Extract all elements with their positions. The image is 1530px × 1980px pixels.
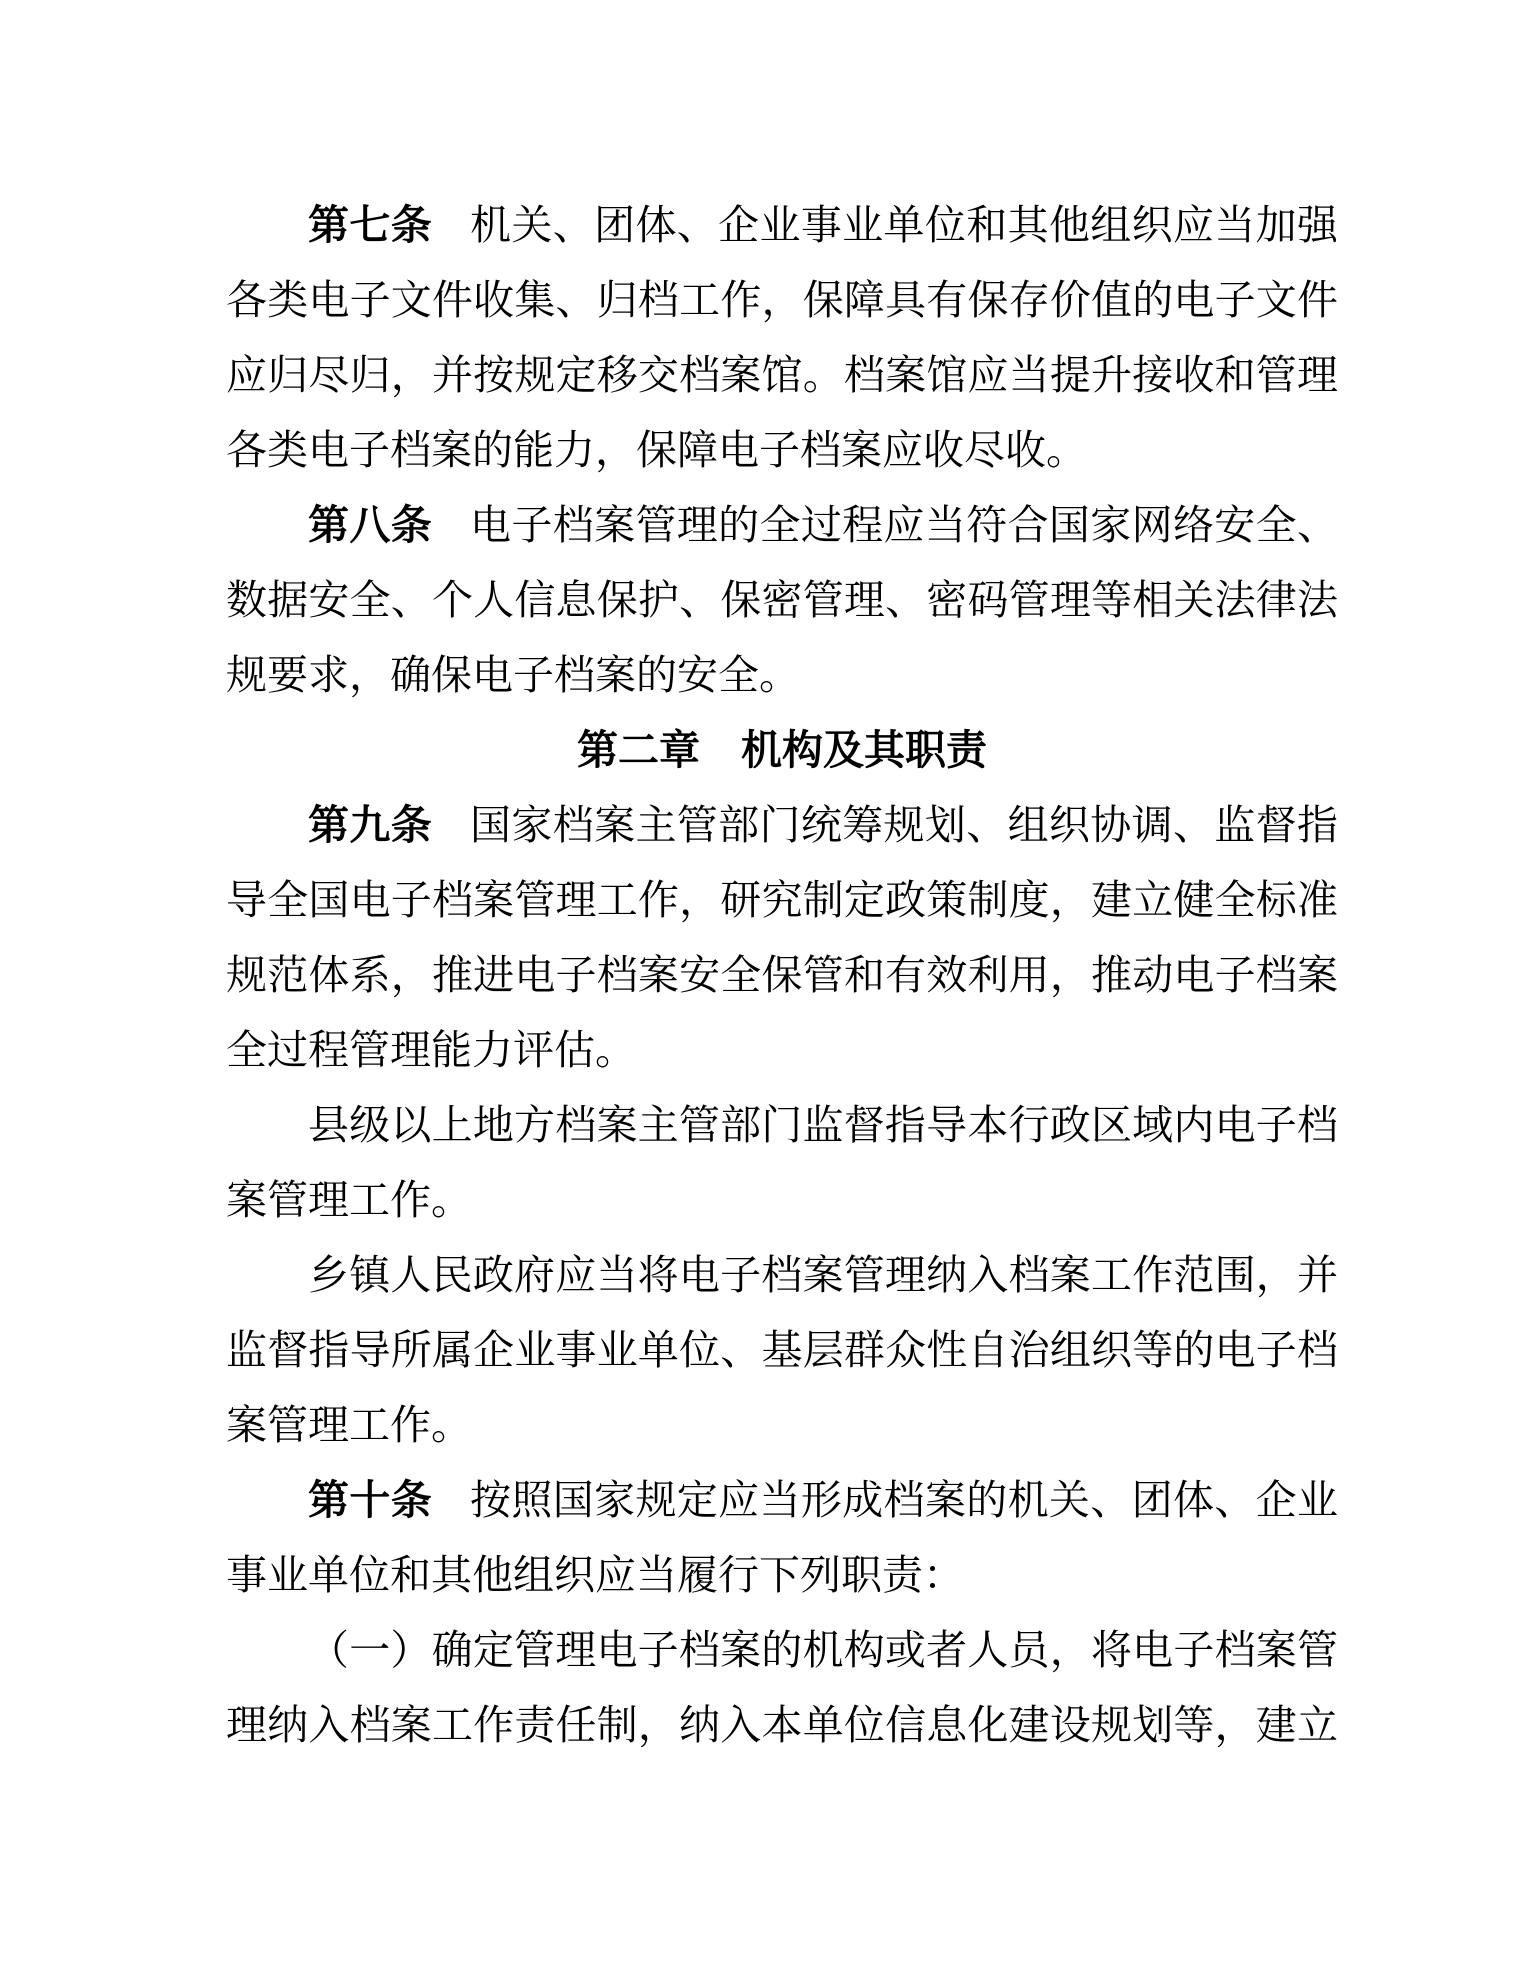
- paragraph-article-9: [226, 788, 1338, 1088]
- township-line-3: 案管理工作。: [226, 1401, 472, 1449]
- item-1-line-1: （一）确定管理电子档案的机构或者人员，将电子档案管: [308, 1626, 1338, 1674]
- article-7-line-1-text: 机关、团体、企业事业单位和其他组织应当加强: [470, 201, 1339, 249]
- article-9-line-1: [226, 788, 1338, 863]
- article-8-line-1: [226, 488, 1338, 563]
- paragraph-article-8: [226, 488, 1338, 713]
- article-8-line-2: 数据安全、个人信息保护、保密管理、密码管理等相关法律法: [226, 576, 1338, 624]
- article-7-line-1: [226, 188, 1338, 263]
- article-8-line-3: 规要求，确保电子档案的安全。: [226, 651, 800, 699]
- county-level-line-1: 县级以上地方档案主管部门监督指导本行政区域内电子档: [308, 1101, 1338, 1149]
- paragraph-article-10: [226, 1463, 1338, 1613]
- document-content: [226, 188, 1338, 1763]
- chapter-2-heading: 第二章 机构及其职责: [577, 726, 987, 774]
- article-9-line-4: 全过程管理能力评估。: [226, 1026, 636, 1074]
- paragraph-article-7: [226, 188, 1338, 488]
- article-8-number: 第八条: [308, 501, 433, 549]
- article-7-line-3: 应归尽归，并按规定移交档案馆。档案馆应当提升接收和管理: [226, 351, 1338, 399]
- township-line-2: 监督指导所属企业事业单位、基层群众性自治组织等的电子档: [226, 1326, 1338, 1374]
- paragraph-item-1: [226, 1613, 1338, 1763]
- article-10-number: 第十条: [308, 1476, 433, 1524]
- article-10-line-1-text: 按照国家规定应当形成档案的机关、团体、企业: [470, 1476, 1339, 1524]
- article-9-line-2: 导全国电子档案管理工作，研究制定政策制度，建立健全标准: [226, 876, 1338, 924]
- article-7-number: 第七条: [308, 201, 433, 249]
- paragraph-township: [226, 1238, 1338, 1463]
- article-8-line-1-text: 电子档案管理的全过程应当符合国家网络安全、: [470, 501, 1339, 549]
- article-7-line-2: 各类电子文件收集、归档工作，保障具有保存价值的电子文件: [226, 276, 1338, 324]
- article-9-line-3: 规范体系，推进电子档案安全保管和有效利用，推动电子档案: [226, 951, 1338, 999]
- article-10-line-2: 事业单位和其他组织应当履行下列职责：: [226, 1551, 964, 1599]
- article-9-number: 第九条: [308, 801, 433, 849]
- paragraph-county-level: [226, 1088, 1338, 1238]
- item-1-line-2: 理纳入档案工作责任制，纳入本单位信息化建设规划等，建立: [226, 1701, 1338, 1749]
- county-level-line-2: 案管理工作。: [226, 1176, 472, 1224]
- article-9-line-1-text: 国家档案主管部门统筹规划、组织协调、监督指: [470, 801, 1339, 849]
- article-7-line-4: 各类电子档案的能力，保障电子档案应收尽收。: [226, 426, 1087, 474]
- township-line-1: 乡镇人民政府应当将电子档案管理纳入档案工作范围，并: [308, 1251, 1338, 1299]
- article-10-line-1: [226, 1463, 1338, 1538]
